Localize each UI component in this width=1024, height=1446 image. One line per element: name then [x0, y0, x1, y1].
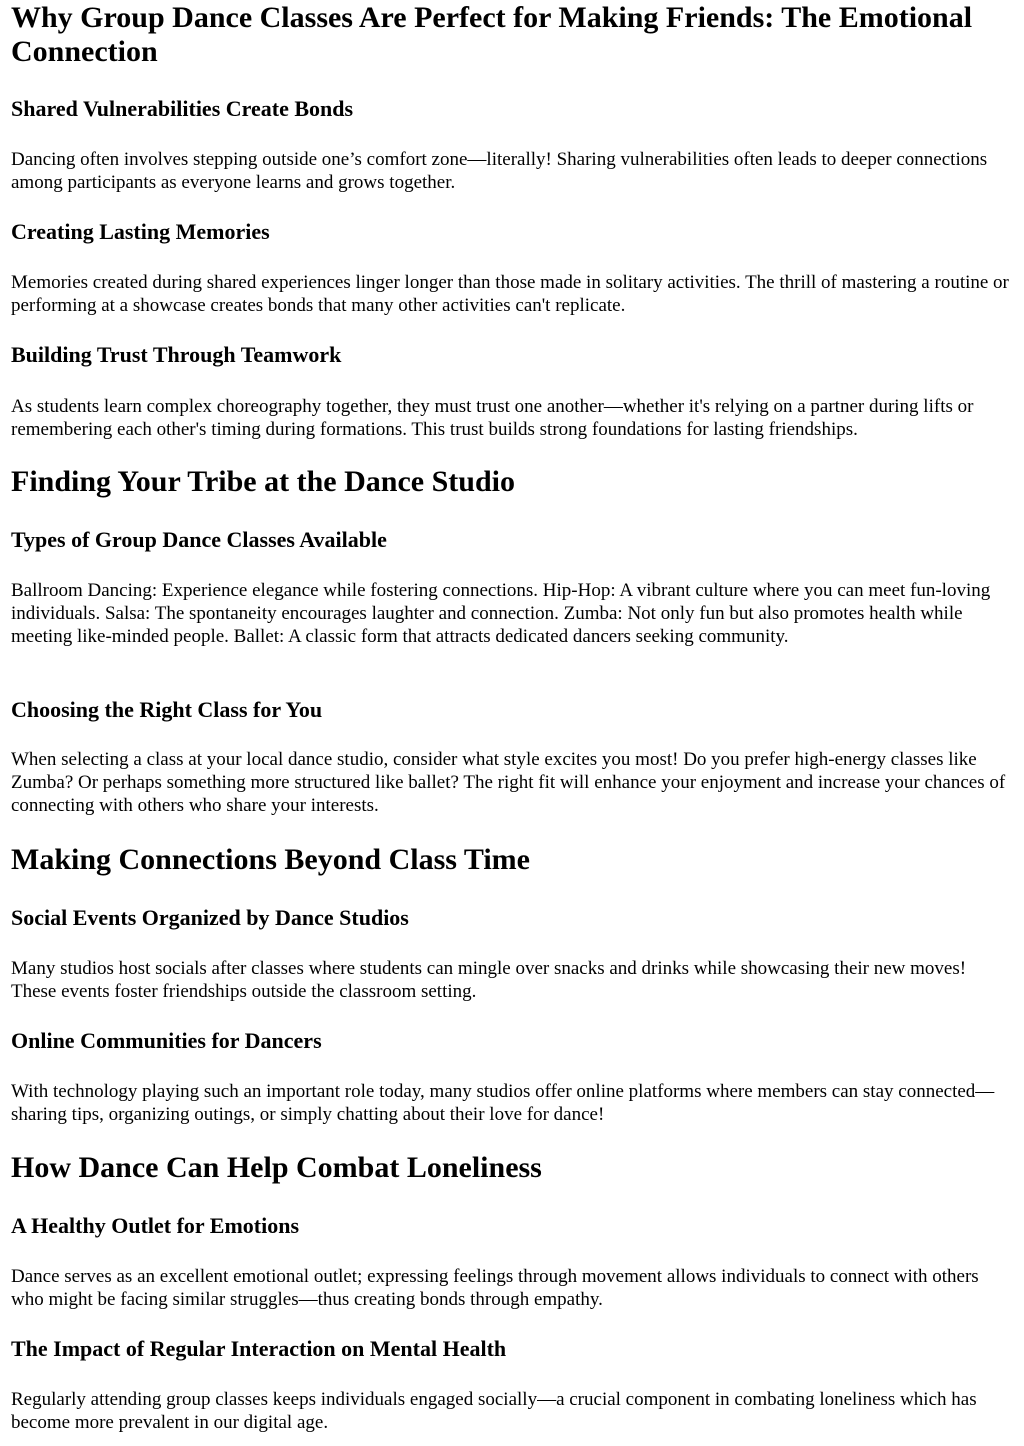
paragraph-lasting-memories: Memories created during shared experiences linger longer than those made in solitary activities. The thrill of mastering a routine or performing at a showcase creates bonds that many other activities can't replicate.	[11, 272, 1009, 316]
paragraph-class-types: Ballroom Dancing: Experience elegance while fostering connections. Hip-Hop: A vibrant culture where you can meet fun-loving individuals. Salsa: The spontaneity encourages laughter and connection. Zumba: Not only fun but also promotes health while meeting like-minded people. Ballet: A classic form that attracts dedicated dancers seeking community.	[11, 580, 991, 647]
subsection-heading-shared-vulnerabilities: Shared Vulnerabilities Create Bonds	[11, 96, 354, 121]
subsection-heading-social-events: Social Events Organized by Dance Studios	[11, 905, 409, 930]
paragraph-emotional-outlet: Dance serves as an excellent emotional outlet; expressing feelings through movement allows individuals to connect with others who might be facing similar struggles—thus creating bonds through empathy.	[11, 1266, 979, 1310]
paragraph-social-events: Many studios host socials after classes where students can mingle over snacks and drinks while showcasing their new moves! These events foster friendships outside the classroom setting.	[11, 958, 967, 1002]
subsection-heading-mental-health: The Impact of Regular Interaction on Mental Health	[11, 1336, 507, 1361]
section-heading-combat-loneliness: How Dance Can Help Combat Loneliness	[11, 1151, 542, 1184]
paragraph-mental-health: Regularly attending group classes keeps individuals engaged socially—a crucial component in combating loneliness which has become more prevalent in our digital age.	[11, 1389, 977, 1433]
subsection-heading-class-types: Types of Group Dance Classes Available	[11, 527, 387, 552]
subsection-heading-emotional-outlet: A Healthy Outlet for Emotions	[11, 1213, 300, 1238]
paragraph-online-communities: With technology playing such an important role today, many studios offer online platforms where members can stay connected—sharing tips, organizing outings, or simply chatting about their love for dance!	[11, 1081, 995, 1125]
subsection-heading-lasting-memories: Creating Lasting Memories	[11, 219, 270, 244]
section-heading-emotional-connection: Why Group Dance Classes Are Perfect for Making Friends: The Emotional Connection	[11, 1, 973, 68]
subsection-heading-trust-teamwork: Building Trust Through Teamwork	[11, 342, 342, 367]
paragraph-shared-vulnerabilities: Dancing often involves stepping outside one’s comfort zone—literally! Sharing vulnerabilities often leads to deeper connections among participants as everyone learns and grows together.	[11, 149, 988, 193]
section-heading-finding-your-tribe: Finding Your Tribe at the Dance Studio	[11, 465, 515, 498]
subsection-heading-choosing-class: Choosing the Right Class for You	[11, 697, 323, 722]
paragraph-trust-teamwork: As students learn complex choreography together, they must trust one another—whether it's relying on a partner during lifts or remembering each other's timing during formations. This trust builds strong foundations for lasting friendships.	[11, 396, 974, 440]
section-heading-beyond-class-time: Making Connections Beyond Class Time	[11, 843, 530, 876]
subsection-heading-online-communities: Online Communities for Dancers	[11, 1028, 322, 1053]
paragraph-choosing-class: When selecting a class at your local dance studio, consider what style excites you most! Do you prefer high-energy classes like Zumba? Or perhaps something more structured like ballet? The right fit will enhance your enjoyment and increase your chances of connecting with others who share your interests.	[11, 749, 1006, 816]
